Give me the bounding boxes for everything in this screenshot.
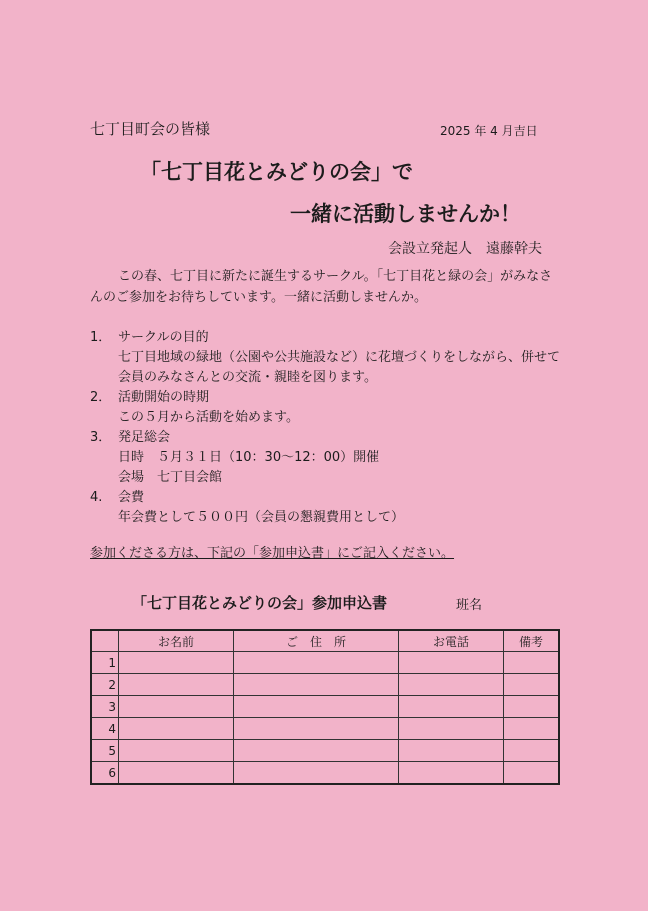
- row-number: 5: [91, 740, 119, 762]
- item-text: 会場 七丁目会館: [118, 470, 223, 485]
- intro-paragraph: [90, 266, 570, 308]
- item-heading: 発足総会: [118, 430, 171, 445]
- row-number: 6: [91, 762, 119, 785]
- phone-cell[interactable]: [399, 652, 504, 674]
- item-heading: 会費: [118, 490, 145, 505]
- table-row: [91, 674, 559, 696]
- name-cell[interactable]: [119, 718, 234, 740]
- column-header-name: お名前: [119, 630, 234, 652]
- list-item: [90, 328, 570, 348]
- item-heading: サークルの目的: [118, 330, 209, 345]
- item-text: 年会費として５００円（会員の懇親費用として）: [118, 510, 405, 525]
- notes-cell[interactable]: [504, 718, 560, 740]
- address-cell[interactable]: [234, 696, 399, 718]
- address-cell[interactable]: [234, 674, 399, 696]
- phone-cell[interactable]: [399, 762, 504, 785]
- item-number: 4.: [90, 490, 103, 505]
- item-number: 3．: [90, 430, 112, 445]
- phone-cell[interactable]: [399, 718, 504, 740]
- notes-cell[interactable]: [504, 696, 560, 718]
- table-row: [91, 652, 559, 674]
- item-text: 会員のみなさんとの交流・親睦を図ります。: [118, 370, 377, 385]
- row-number: 3: [91, 696, 119, 718]
- details-list: [90, 328, 570, 528]
- notes-cell[interactable]: [504, 740, 560, 762]
- list-item: [90, 388, 570, 408]
- title-line-2: 一緒に活動しませんか！: [290, 202, 521, 226]
- item-number: 2．: [90, 390, 112, 405]
- item-text: 七丁目地域の緑地（公園や公共施設など）に花壇づくりをしながら、併せて: [118, 350, 561, 365]
- row-number: 4: [91, 718, 119, 740]
- name-cell[interactable]: [119, 696, 234, 718]
- column-header-address: ご 住 所: [234, 630, 399, 652]
- notice: 参加くださる方は、下記の「参加申込書」にご記入ください。: [90, 546, 455, 561]
- group-label: 班名: [456, 598, 483, 613]
- column-header-number: [91, 630, 119, 652]
- row-number: 1: [91, 652, 119, 674]
- intro-line-1: この春、七丁目に新たに誕生するサークル。「七丁目花と緑の会」がみなさ: [118, 269, 553, 284]
- issue-date: 2025 年 4 月吉日: [440, 124, 538, 138]
- title-line-1: 「七丁目花とみどりの会」で: [140, 160, 413, 184]
- item-text: この５月から活動を始めます。: [118, 410, 299, 425]
- table-header-row: [91, 630, 559, 652]
- notes-cell[interactable]: [504, 674, 560, 696]
- item-number: 1．: [90, 330, 112, 345]
- name-cell[interactable]: [119, 674, 234, 696]
- name-cell[interactable]: [119, 740, 234, 762]
- table-row: [91, 718, 559, 740]
- row-number: 2: [91, 674, 119, 696]
- intro-line-2: んのご参加をお待ちしています。一緒に活動しませんか。: [90, 290, 427, 305]
- address-cell[interactable]: [234, 718, 399, 740]
- notes-cell[interactable]: [504, 652, 560, 674]
- table-row: [91, 740, 559, 762]
- column-header-notes: 備考: [504, 630, 560, 652]
- notes-cell[interactable]: [504, 762, 560, 785]
- addressee: 七丁目町会の皆様: [90, 120, 211, 138]
- list-item: [90, 488, 570, 508]
- phone-cell[interactable]: [399, 696, 504, 718]
- form-title: 「七丁目花とみどりの会」参加申込書: [132, 594, 388, 612]
- list-item: [90, 428, 570, 448]
- address-cell[interactable]: [234, 652, 399, 674]
- column-header-phone: お電話: [399, 630, 504, 652]
- item-heading: 活動開始の時期: [118, 390, 210, 405]
- phone-cell[interactable]: [399, 740, 504, 762]
- registration-table: [90, 629, 560, 785]
- table-row: [91, 696, 559, 718]
- address-cell[interactable]: [234, 762, 399, 785]
- item-text: 日時 ５月３１日（10：30〜12：00）開催: [118, 450, 380, 465]
- name-cell[interactable]: [119, 652, 234, 674]
- table-row: [91, 762, 559, 785]
- name-cell[interactable]: [119, 762, 234, 785]
- address-cell[interactable]: [234, 740, 399, 762]
- phone-cell[interactable]: [399, 674, 504, 696]
- founder: 会設立発起人 遠藤幹夫: [388, 241, 542, 257]
